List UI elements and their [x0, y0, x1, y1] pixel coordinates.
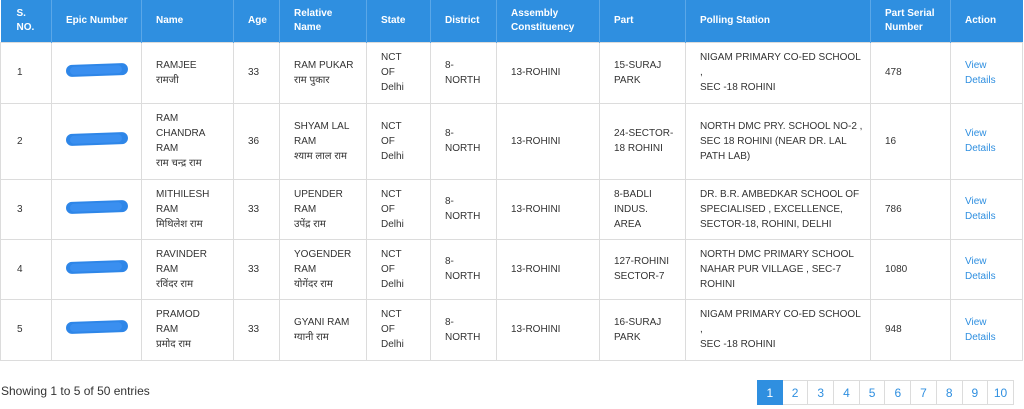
cell-sno: 5: [1, 299, 52, 360]
table-body: [1, 42, 1023, 360]
cell-polling-station: NIGAM PRIMARY CO-ED SCHOOL , SEC -18 ROHINI: [686, 299, 871, 360]
cell-age: 33: [234, 42, 280, 103]
cell-sno: 4: [1, 239, 52, 299]
cell-assembly-constituency: 13-ROHINI: [497, 42, 600, 103]
cell-age: 33: [234, 299, 280, 360]
cell-district: 8- NORTH: [431, 103, 497, 179]
cell-sno: 2: [1, 103, 52, 179]
page-button-8[interactable]: 8: [937, 380, 963, 405]
table-row: [1, 103, 1023, 179]
table-row: [1, 42, 1023, 103]
cell-name: RAM CHANDRA RAM राम चन्द्र राम: [142, 103, 234, 179]
page-button-7[interactable]: 7: [911, 380, 937, 405]
cell-part-serial-number: 948: [871, 299, 951, 360]
cell-district: 8- NORTH: [431, 42, 497, 103]
cell-part: 24-SECTOR- 18 ROHINI: [600, 103, 686, 179]
header-age[interactable]: Age: [234, 0, 280, 42]
cell-polling-station: NORTH DMC PRY. SCHOOL NO-2 , SEC 18 ROHINI (NEAR DR. LAL PATH LAB): [686, 103, 871, 179]
cell-part-serial-number: 16: [871, 103, 951, 179]
view-details-link[interactable]: View Details: [965, 256, 996, 282]
cell-assembly-constituency: 13-ROHINI: [497, 179, 600, 239]
cell-name: RAVINDER RAM रविंदर राम: [142, 239, 234, 299]
header-polling-station[interactable]: Polling Station: [686, 0, 871, 42]
page-button-1[interactable]: 1: [757, 380, 783, 405]
header-sno[interactable]: S. NO.: [1, 0, 52, 42]
cell-part: 8-BADLI INDUS. AREA: [600, 179, 686, 239]
page-button-2[interactable]: 2: [783, 380, 809, 405]
page-button-6[interactable]: 6: [885, 380, 911, 405]
cell-action: [951, 103, 1023, 179]
view-details-link[interactable]: View Details: [965, 59, 996, 86]
page-button-9[interactable]: 9: [963, 380, 989, 405]
cell-action: [951, 239, 1023, 299]
cell-age: 33: [234, 179, 280, 239]
cell-part-serial-number: 1080: [871, 239, 951, 299]
cell-age: 33: [234, 239, 280, 299]
cell-part: 16-SURAJ PARK: [600, 299, 686, 360]
cell-epic-number: [52, 42, 142, 103]
cell-epic-number: [52, 103, 142, 179]
cell-relative-name: YOGENDER RAM योगेंदर राम: [280, 239, 367, 299]
cell-part: 15-SURAJ PARK: [600, 42, 686, 103]
cell-action: [951, 299, 1023, 360]
redaction-mark: [66, 131, 128, 145]
cell-relative-name: RAM PUKAR राम पुकार: [280, 42, 367, 103]
header-relative-name[interactable]: Relative Name: [280, 0, 367, 42]
view-details-link[interactable]: View Details: [965, 196, 996, 222]
cell-action: [951, 179, 1023, 239]
cell-polling-station: DR. B.R. AMBEDKAR SCHOOL OF SPECIALISED , EXCELLENCE, SECTOR-18, ROHINI, DELHI: [686, 179, 871, 239]
cell-state: NCT OF Delhi: [367, 299, 431, 360]
page-button-10[interactable]: 10: [988, 380, 1014, 405]
cell-polling-station: NORTH DMC PRIMARY SCHOOL NAHAR PUR VILLAGE , SEC-7 ROHINI: [686, 239, 871, 299]
cell-district: 8- NORTH: [431, 239, 497, 299]
table-row: [1, 299, 1023, 360]
cell-relative-name: UPENDER RAM उपेंद्र राम: [280, 179, 367, 239]
cell-state: NCT OF Delhi: [367, 103, 431, 179]
redaction-mark: [66, 63, 128, 77]
table-row: [1, 179, 1023, 239]
cell-district: 8- NORTH: [431, 299, 497, 360]
pagination: [757, 380, 1014, 405]
redaction-mark: [66, 259, 128, 273]
cell-state: NCT OF Delhi: [367, 239, 431, 299]
cell-assembly-constituency: 13-ROHINI: [497, 299, 600, 360]
cell-assembly-constituency: 13-ROHINI: [497, 103, 600, 179]
page-button-4[interactable]: 4: [834, 380, 860, 405]
cell-name: RAMJEE रामजी: [142, 42, 234, 103]
entries-info: Showing 1 to 5 of 50 entries: [1, 384, 150, 398]
cell-state: NCT OF Delhi: [367, 42, 431, 103]
header-state[interactable]: State: [367, 0, 431, 42]
header-part[interactable]: Part: [600, 0, 686, 42]
cell-sno: 1: [1, 42, 52, 103]
cell-epic-number: [52, 299, 142, 360]
view-details-link[interactable]: View Details: [965, 316, 996, 343]
view-details-link[interactable]: View Details: [965, 128, 996, 154]
redaction-mark: [66, 320, 128, 334]
cell-state: NCT OF Delhi: [367, 179, 431, 239]
cell-district: 8- NORTH: [431, 179, 497, 239]
cell-relative-name: SHYAM LAL RAM श्याम लाल राम: [280, 103, 367, 179]
cell-assembly-constituency: 13-ROHINI: [497, 239, 600, 299]
cell-polling-station: NIGAM PRIMARY CO-ED SCHOOL , SEC -18 ROHINI: [686, 42, 871, 103]
cell-part-serial-number: 478: [871, 42, 951, 103]
cell-epic-number: [52, 179, 142, 239]
table-row: [1, 239, 1023, 299]
cell-relative-name: GYANI RAM ग्यानी राम: [280, 299, 367, 360]
redaction-mark: [66, 199, 128, 213]
cell-action: [951, 42, 1023, 103]
header-row: [1, 0, 1023, 42]
cell-name: MITHILESH RAM मिथिलेश राम: [142, 179, 234, 239]
cell-age: 36: [234, 103, 280, 179]
cell-part: 127-ROHINI SECTOR-7: [600, 239, 686, 299]
page-button-5[interactable]: 5: [860, 380, 886, 405]
header-district[interactable]: District: [431, 0, 497, 42]
cell-sno: 3: [1, 179, 52, 239]
header-assembly-constituency[interactable]: Assembly Constituency: [497, 0, 600, 42]
cell-part-serial-number: 786: [871, 179, 951, 239]
header-epic-number[interactable]: Epic Number: [52, 0, 142, 42]
header-part-serial-number[interactable]: Part Serial Number: [871, 0, 951, 42]
cell-name: PRAMOD RAM प्रमोद राम: [142, 299, 234, 360]
cell-epic-number: [52, 239, 142, 299]
table-header: [1, 0, 1023, 42]
header-action: Action: [951, 0, 1023, 42]
page-button-3[interactable]: 3: [808, 380, 834, 405]
header-name[interactable]: Name: [142, 0, 234, 42]
